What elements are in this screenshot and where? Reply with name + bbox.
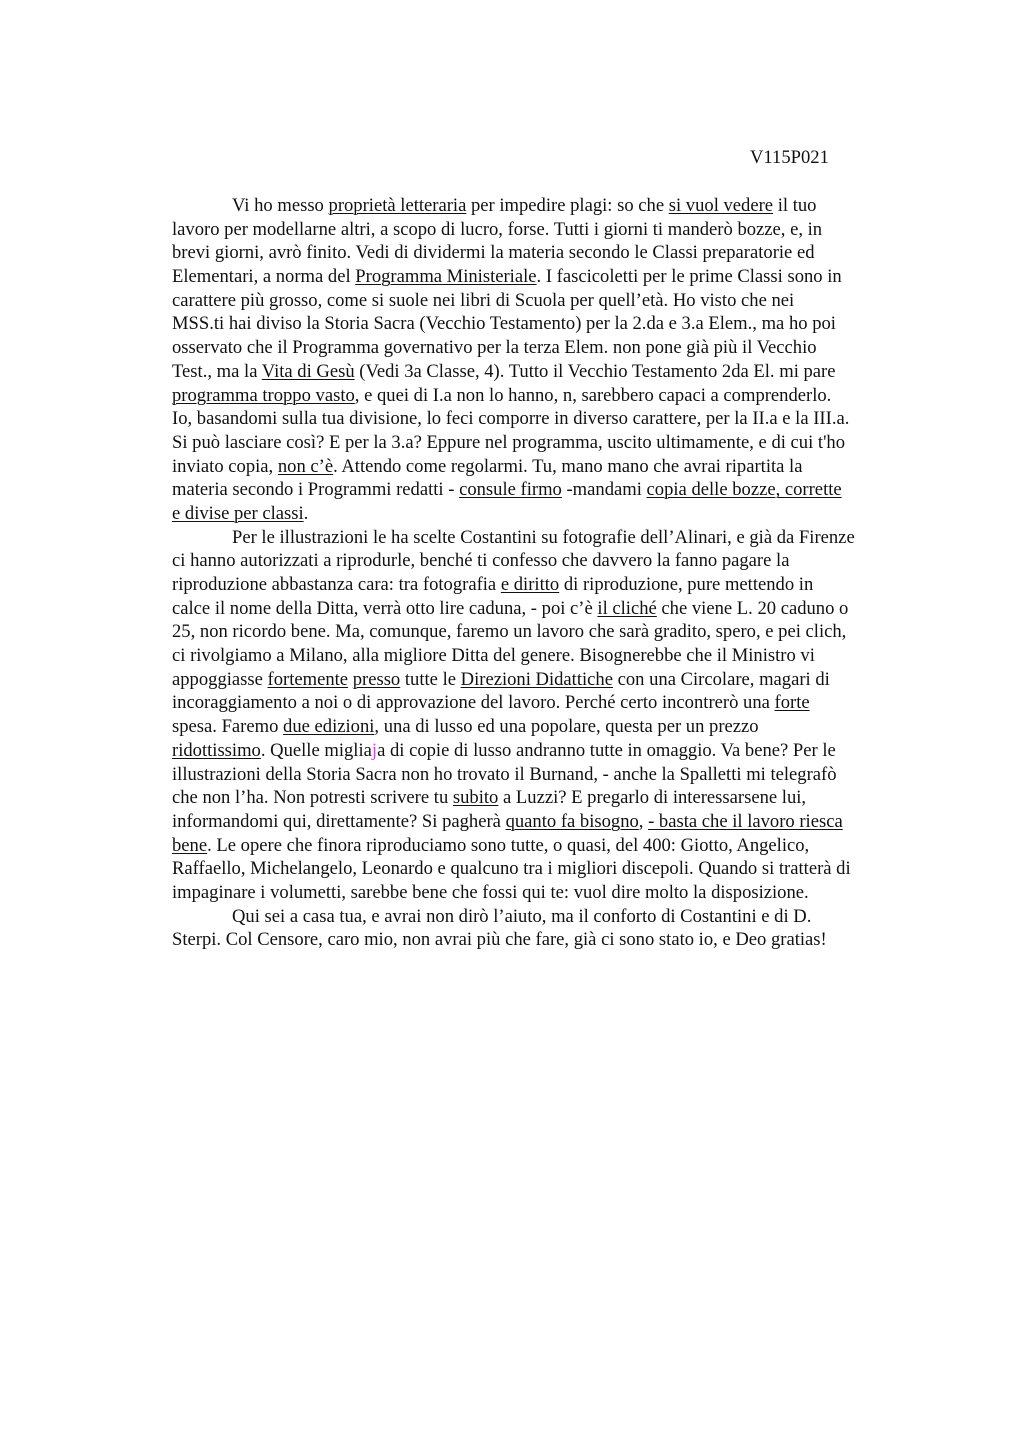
underlined-text: presso (352, 668, 401, 690)
underlined-text: programma troppo vasto (172, 384, 355, 406)
text-line (172, 455, 932, 479)
letter-body (172, 194, 932, 952)
text-line (172, 668, 932, 692)
text-segment: Qui sei a casa tua, e avrai non dirò l’aiuto, ma il conforto di Costantini e di D. (232, 905, 812, 927)
underlined-text: si vuol vedere (668, 195, 774, 216)
underlined-text: consule firmo (459, 479, 562, 501)
text-segment: brevi giorni, avrò finito. Vedi di dividermi la materia secondo le Classi preparatorie ed (172, 242, 815, 264)
text-segment: . Quelle miglia (260, 739, 372, 761)
text-segment: Vi ho messo (232, 195, 329, 216)
text-segment: . I fascicoletti per le prime Classi sono in (536, 266, 842, 288)
text-segment: il tuo (773, 195, 817, 216)
text-line (172, 478, 932, 502)
text-segment: calce il nome della Ditta, verrà otto lire caduna, - poi c’è (172, 597, 598, 619)
text-line (172, 763, 932, 787)
text-line (172, 360, 932, 384)
text-segment: -mandami (561, 479, 647, 501)
underlined-text: quanto fa bisogno (505, 810, 639, 832)
text-line (172, 857, 932, 881)
text-line (172, 194, 932, 218)
text-segment: informandomi qui, direttamente? Si pagherà (172, 810, 506, 832)
underlined-text: - basta che il lavoro riesca (648, 810, 843, 832)
text-line (172, 715, 932, 739)
underlined-text: subito (452, 787, 499, 809)
text-line (172, 431, 932, 455)
text-segment: lavoro per modellarne altri, a scopo di lucro, forse. Tutti i giorni ti manderò bozze, e, in (172, 218, 823, 240)
text-segment: , e quei di I.a non lo hanno, n, sarebbero capaci a comprenderlo. (354, 384, 832, 406)
text-segment: a di copie di lusso andranno tutte in omaggio. Va bene? Per le (377, 739, 836, 761)
text-line (172, 881, 932, 905)
text-segment: per impedire plagi: so che (466, 195, 669, 216)
text-line (172, 834, 932, 858)
highlighted-glyph: j (371, 739, 378, 761)
underlined-text: e divise per classi (172, 502, 304, 524)
text-segment: tutte le (400, 668, 461, 690)
underlined-text: forte (774, 692, 810, 714)
text-line (172, 739, 932, 763)
text-line (172, 265, 932, 289)
underlined-text: fortemente (267, 668, 349, 690)
text-line (172, 526, 932, 550)
text-segment: (Vedi 3a Classe, 4). Tutto il Vecchio Testamento 2da El. mi pare (354, 360, 836, 382)
text-segment: , (638, 810, 649, 832)
text-line (172, 786, 932, 810)
text-segment: appoggiasse (172, 668, 268, 690)
text-line (172, 384, 932, 408)
text-line (172, 549, 932, 573)
text-segment: Per le illustrazioni le ha scelte Costantini su fotografie dell’Alinari, e già da Firenze (232, 526, 855, 548)
underlined-text: due edizioni (283, 716, 375, 738)
text-segment: carattere più grosso, come si suole nei libri di Scuola per quell’età. Ho visto che nei (172, 289, 795, 311)
text-line (172, 218, 932, 242)
underlined-text: bene (172, 834, 208, 856)
text-segment: impaginare i volumetti, sarebbe bene che fossi qui te: vuol dire molto la disposizione. (172, 881, 809, 903)
text-segment: Io, basandomi sulla tua divisione, lo feci comporre in diverso carattere, per la II.a e la III.a. (172, 408, 850, 430)
text-line (172, 644, 932, 668)
text-line (172, 905, 932, 929)
underlined-text: proprietà letteraria (328, 195, 467, 216)
text-line (172, 502, 932, 526)
text-segment: che viene L. 20 caduno o (656, 597, 849, 619)
text-segment: . (303, 502, 309, 524)
text-line (172, 928, 932, 952)
document-id: V115P021 (750, 147, 829, 168)
text-segment: osservato che il Programma governativo per la terza Elem. non pone già più il Vecchio (172, 337, 817, 359)
text-line (172, 573, 932, 597)
text-segment: ci rivolgiamo a Milano, alla migliore Ditta del genere. Bisognerebbe che il Ministro vi (172, 645, 815, 667)
text-segment: Si può lasciare così? E per la 3.a? Eppure nel programma, uscito ultimamente, e di cui t'ho (172, 431, 846, 453)
text-line (172, 691, 932, 715)
text-segment: con una Circolare, magari di (612, 668, 830, 690)
text-segment: spesa. Faremo (172, 716, 284, 738)
underlined-text: e diritto (500, 574, 560, 595)
text-segment: riproduzione abbastanza cara: tra fotografia (172, 574, 501, 595)
underlined-text: Vita di Gesù (261, 360, 355, 382)
text-segment: materia secondo i Programmi redatti - (172, 479, 460, 501)
text-segment: . Le opere che finora riproduciamo sono tutte, o quasi, del 400: Giotto, Angelico, (207, 834, 810, 856)
underlined-text: non c’è (277, 455, 334, 477)
underlined-text: Programma Ministeriale (355, 266, 537, 288)
text-segment: . Attendo come regolarmi. Tu, mano mano che avrai ripartita la (333, 455, 803, 477)
text-segment: 25, non ricordo bene. Ma, comunque, faremo un lavoro che sarà gradito, spero, e pei clich, (172, 621, 847, 643)
underlined-text: copia delle bozze, corrette (646, 479, 842, 501)
underlined-text: Direzioni Didattiche (460, 668, 613, 690)
text-segment: inviato copia, (172, 455, 278, 477)
text-line (172, 336, 932, 360)
text-segment: incoraggiamento a noi o di approvazione del lavoro. Perché certo incontrerò una (172, 692, 775, 714)
underlined-text: ridottissimo (172, 739, 261, 761)
underlined-text: il cliché (597, 597, 657, 619)
text-segment: MSS.ti hai diviso la Storia Sacra (Vecchio Testamento) per la 2.da e 3.a Elem., ma ho poi (172, 313, 836, 335)
text-line (172, 241, 932, 265)
text-segment: Elementari, a norma del (172, 266, 356, 288)
text-line (172, 312, 932, 336)
text-segment: , una di lusso ed una popolare, questa per un prezzo (374, 716, 759, 738)
text-segment: Test., ma la (172, 360, 262, 382)
text-segment: a Luzzi? E pregarlo di interessarsene lui, (498, 787, 807, 809)
text-segment: che non l’ha. Non potresti scrivere tu (172, 787, 453, 809)
text-line (172, 597, 932, 621)
text-segment: Raffaello, Michelangelo, Leonardo e qualcuno tra i migliori discepoli. Quando si tratterà di (172, 858, 851, 880)
text-segment: Sterpi. Col Censore, caro mio, non avrai più che fare, già ci sono stato io, e Deo gratias! (172, 929, 827, 951)
text-line (172, 289, 932, 313)
text-segment: illustrazioni della Storia Sacra non ho trovato il Burnand, - anche la Spalletti mi telegrafò (172, 763, 837, 785)
text-segment: di riproduzione, pure mettendo in (559, 574, 814, 595)
text-segment: ci hanno autorizzati a riprodurle, benché ti confesso che davvero la fanno pagare la (172, 550, 790, 572)
text-line (172, 407, 932, 431)
text-line (172, 810, 932, 834)
text-line (172, 620, 932, 644)
